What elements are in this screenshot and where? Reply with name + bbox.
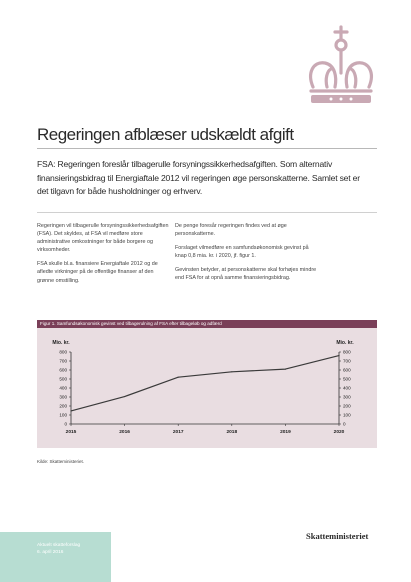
- x-tick-label: 2016: [119, 430, 130, 435]
- x-tick-label: 2017: [172, 430, 184, 435]
- data-point: [70, 410, 71, 411]
- x-tick-label: 2018: [226, 430, 238, 435]
- line-chart: [37, 328, 377, 448]
- footer-label: [37, 543, 80, 556]
- y-tick-label-right: 600: [343, 367, 351, 373]
- y-tick-label-right: 100: [343, 412, 351, 418]
- left-paragraph-2: FSA skulle bl.a. finansiere Energiaftale 2012 og de afledte virkninger på de offentlige finanser af den grønne omstilling.: [37, 261, 158, 284]
- y-tick-label-left: 500: [59, 376, 67, 382]
- y-axis-label-right: Mio. kr.: [336, 340, 354, 346]
- right-paragraph-2: Forslaget vilmedføre en samfundsøkonomisk gevinst på knap 0,8 mia. kr. i 2020, jf. figur 1.: [175, 245, 309, 260]
- crown-logo-icon: [305, 25, 377, 105]
- page-title: Regeringen afblæser udskældt afgift: [37, 125, 294, 144]
- y-tick-label-left: 0: [64, 421, 67, 427]
- lead-paragraph: FSA: Regeringen foreslår tilbagerulle forsyningssikkerhedsafgiften. Som alternativ finansieringsbidrag til Energiaftale 2012 vil regeringen øge personskatterne. Samlet set er det tilgavn for både husholdninger og erhverv.: [37, 159, 360, 197]
- right-paragraph-3: Gevinsten betyder, at personskatterne skal forhøjes mindre end FSA for at opnå samme finansieringsbidrag.: [175, 267, 317, 282]
- figure-title: Figur 1. Samfundsøkonomisk gevinst ved tilbagerulning af FSA efter tilbageløb og adfærd: [37, 320, 377, 328]
- right-column: [175, 222, 320, 289]
- y-tick-label-left: 200: [59, 403, 67, 409]
- series-line: [71, 356, 339, 411]
- footer-date: 6. april 2016: [37, 549, 64, 555]
- lead-divider: [37, 212, 377, 213]
- data-point: [338, 355, 339, 356]
- y-tick-label-left: 700: [59, 358, 67, 364]
- y-tick-label-right: 400: [343, 385, 351, 391]
- data-point: [231, 371, 232, 372]
- x-tick-label: 2015: [65, 430, 77, 435]
- y-tick-label-right: 300: [343, 394, 351, 400]
- y-tick-label-left: 300: [59, 394, 67, 400]
- y-tick-label-right: 500: [343, 376, 351, 382]
- x-tick-label: 2019: [280, 430, 291, 435]
- data-point: [124, 396, 125, 397]
- y-tick-label-left: 400: [59, 385, 67, 391]
- y-tick-label-left: 600: [59, 367, 67, 373]
- ministry-name: Skatteministeriet: [306, 531, 369, 541]
- footer-band: [0, 532, 111, 582]
- y-tick-label-right: 700: [343, 358, 351, 364]
- left-paragraph-1: Regeringen vil tilbagerulle forsyningssikkerhedsafgiften (FSA). Det skyldes, at FSA vil medføre store administrative omkostninger for både borgere og virksomheder.: [37, 223, 169, 254]
- left-column: [37, 222, 172, 291]
- figure-source: Kilde: Skatteministeriet.: [37, 459, 85, 464]
- title-divider: [37, 148, 377, 149]
- y-tick-label-left: 100: [59, 412, 67, 418]
- x-tick-label: 2020: [333, 430, 345, 435]
- y-tick-label-right: 0: [343, 421, 346, 427]
- right-paragraph-1: De penge foresår regeringen findes ved at øge personskatterne.: [175, 223, 287, 238]
- data-point: [178, 377, 179, 378]
- y-axis-label-left: Mio. kr.: [52, 340, 70, 346]
- y-tick-label-right: 800: [343, 349, 351, 355]
- chart-area: [37, 328, 377, 448]
- y-tick-label-left: 800: [59, 349, 67, 355]
- y-tick-label-right: 200: [343, 403, 351, 409]
- footer-series: Aktuelt skatteforslag: [37, 543, 81, 548]
- data-point: [285, 369, 286, 370]
